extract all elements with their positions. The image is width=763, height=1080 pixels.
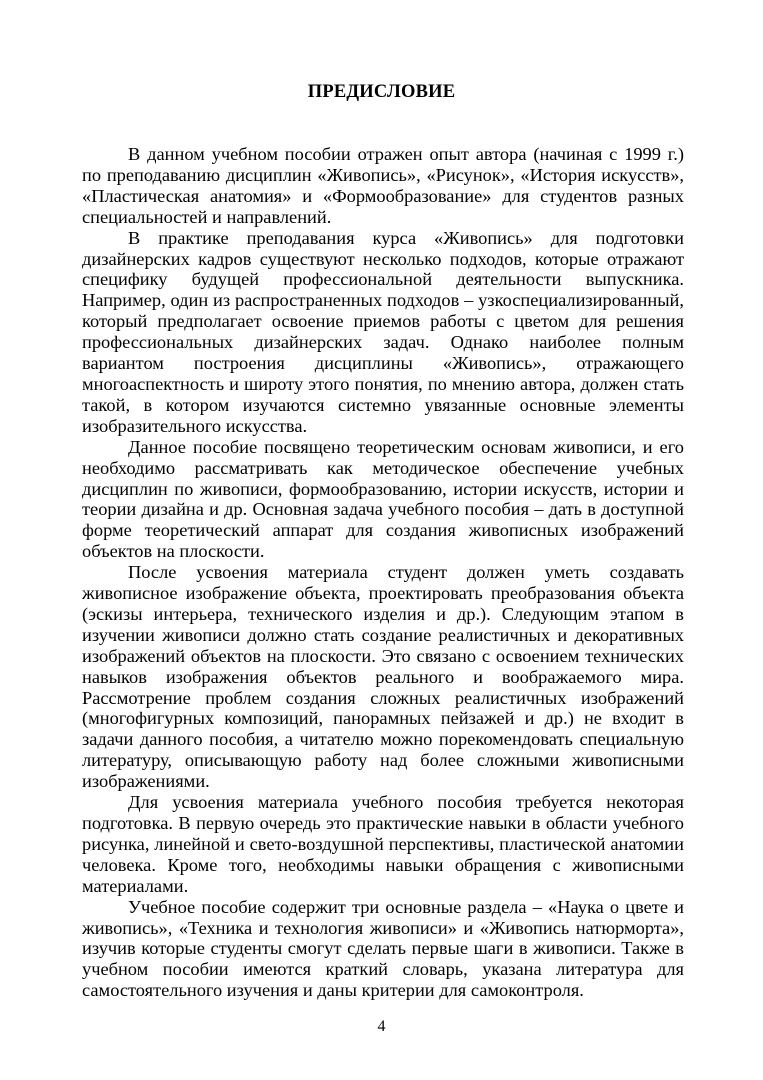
paragraph-4: После усвоения материала студент должен уметь создавать живописное изображение объекта, проектировать преобразования объекта (эскизы интерьера, технического изделия и др.). Следующим этапом в изучении живописи должно стать создание реалистичных и декоративных изображений объектов на плоскости. Это связано с освоением технических навыков изображения объектов реального и воображаемого мира. Рассмотрение проблем создания сложных реалистичных изображений (многофигурных композиций, панорамных пейзажей и др.) не входит в задачи данного пособия, а читателю можно порекомендовать специальную литературу, описывающую работу над более сложными живописными изображениями. (82, 562, 684, 792)
body-text (82, 144, 684, 1001)
page-title: ПРЕДИСЛОВИЕ (307, 82, 456, 102)
paragraph-1: В данном учебном пособии отражен опыт автора (начиная с 1999 г.) по преподаванию дисциплин «Живопись», «Рисунок», «История искусств», «Пластическая анатомия» и «Формообразование» для студентов разных специальностей и направлений. (82, 144, 684, 227)
paragraph-2: В практике преподавания курса «Живопись» для подготовки дизайнерских кадров существуют несколько подходов, которые отражают специфику будущей профессиональной деятельности выпускника. Например, один из распространенных подходов – узкоспециализированный, который предполагает освоение приемов работы с цветом для решения профессиональных дизайнерских задач. Однако наиболее полным вариантом построения дисциплины «Живопись», отражающего многоаспектность и широту этого понятия, по мнению автора, должен стать такой, в котором изучаются системно увязанные основные элементы изобразительного искусства. (82, 227, 684, 436)
paragraph-6: Учебное пособие содержит три основные раздела – «Наука о цвете и живопись», «Техника и технология живописи» и «Живопись натюрморта», изучив которые студенты смогут сделать первые шаги в живописи. Также в учебном пособии имеются краткий словарь, указана литература для самостоятельного изучения и даны критерии для самоконтроля. (82, 896, 684, 1001)
paragraph-5: Для усвоения материала учебного пособия требуется некоторая подготовка. В первую очередь это практические навыки в области учебного рисунка, линейной и свето-воздушной перспективы, пластической анатомии человека. Кроме того, необходимы навыки обращения с живописными материалами. (82, 792, 684, 896)
paragraph-3: Данное пособие посвящено теоретическим основам живописи, и его необходимо рассматривать как методическое обеспечение учебных дисциплин по живописи, формообразованию, истории искусств, истории и теории дизайна и др. Основная задача учебного пособия – дать в доступной форме теоретический аппарат для создания живописных изображений объектов на плоскости. (82, 436, 684, 562)
page-number: 4 (377, 1018, 386, 1035)
